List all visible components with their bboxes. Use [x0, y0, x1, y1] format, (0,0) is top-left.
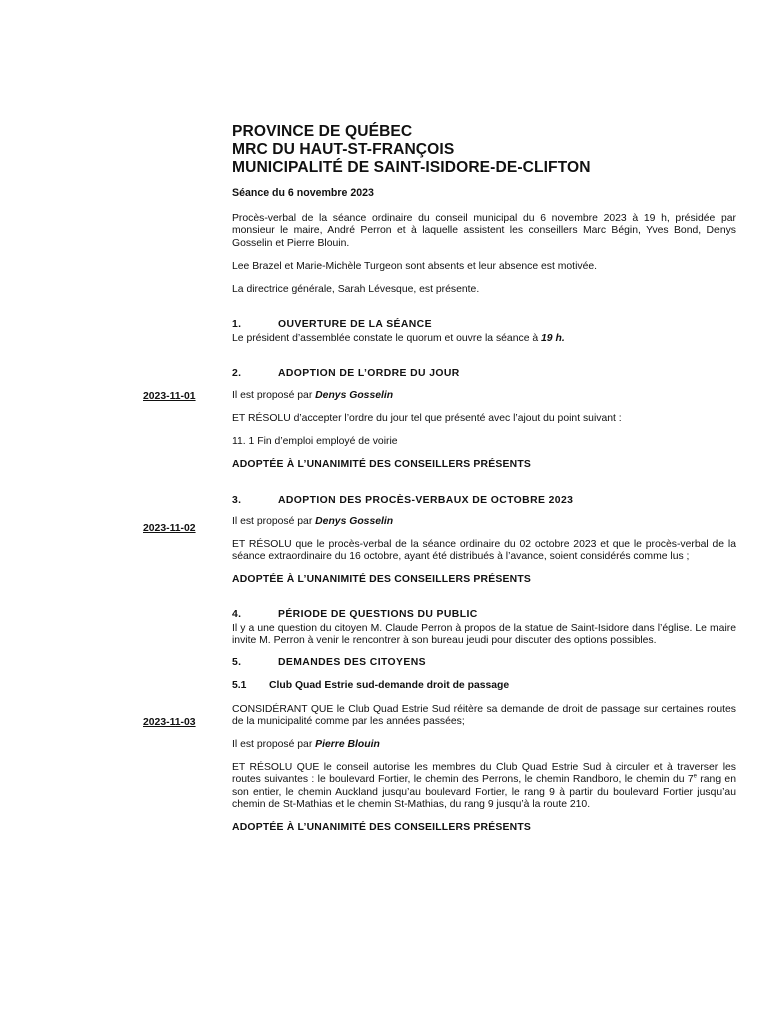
section-title: ADOPTION DE L’ORDRE DU JOUR — [278, 367, 460, 379]
resolution-number: 2023-11-03 — [143, 717, 196, 728]
proposer-label: Il est proposé par — [232, 389, 316, 401]
section-number: 4. — [232, 608, 242, 620]
seance-date: Séance du 6 novembre 2023 — [232, 187, 374, 199]
adoption-statement: ADOPTÉE À L’UNANIMITÉ DES CONSEILLERS PRÉSENTS — [232, 822, 532, 834]
considerant-text: CONSIDÉRANT QUE le Club Quad Estrie Sud réitère sa demande de droit de passage sur certaines routes de la municipalité comme par les années passées; — [232, 703, 736, 727]
resolution-number: 2023-11-01 — [143, 391, 196, 402]
proposer-line — [232, 739, 736, 751]
intro-paragraph: Procès-verbal de la séance ordinaire du conseil municipal du 6 novembre 2023 à 19 h, présidée par monsieur le maire, André Perron et à laquelle assistent les conseillers Marc Bégin, Yves Bond, Denys Gosselin et Pierre Blouin. — [232, 213, 736, 249]
section-number: 1. — [232, 319, 242, 331]
section-number: 2. — [232, 367, 242, 379]
section-heading — [232, 609, 736, 621]
section-title: PÉRIODE DE QUESTIONS DU PUBLIC — [278, 608, 478, 620]
section-text: Il y a une question du citoyen M. Claude Perron à propos de la statue de Saint-Isidore dans l’église. Le maire invite M. Perron à venir le rencontrer à son bureau jeudi pour discuter des options possibles. — [232, 622, 736, 647]
section-number: 5. — [232, 657, 242, 669]
header-mrc: MRC DU HAUT-ST-FRANÇOIS — [232, 141, 455, 158]
section-title: OUVERTURE DE LA SÉANCE — [278, 319, 432, 331]
section-title: ADOPTION DES PROCÈS-VERBAUX DE OCTOBRE 2023 — [278, 494, 574, 506]
proposer-name: Pierre Blouin — [315, 739, 380, 751]
adoption-statement: ADOPTÉE À L’UNANIMITÉ DES CONSEILLERS PRÉSENTS — [232, 574, 532, 586]
subsection-number: 5.1 — [232, 680, 247, 692]
subsection-heading — [232, 680, 736, 692]
header-province: PROVINCE DE QUÉBEC — [232, 123, 413, 140]
proposer-line — [232, 516, 736, 528]
proposer-name: Denys Gosselin — [315, 389, 394, 401]
section-heading — [232, 368, 736, 380]
section-heading — [232, 657, 736, 669]
director-paragraph: La directrice générale, Sarah Lévesque, est présente. — [232, 284, 480, 296]
quorum-text: Le président d’assemblée constate le quorum et ouvre la séance à — [232, 333, 542, 345]
opening-time: 19 h. — [541, 333, 565, 345]
resolution-text: ET RÉSOLU d’accepter l’ordre du jour tel que présenté avec l’ajout du point suivant : — [232, 413, 622, 425]
resolution-text-part2: rang en son entier, le chemin Auckland jusqu’au boulevard Fortier, le rang 9 à partir du boulevard Fortier jusqu’au chemin de St-Mathias et le chemin St-Mathias, du rang 9 jusqu’à la route 210. — [232, 774, 736, 810]
superscript-e: e — [693, 774, 697, 781]
absence-paragraph: Lee Brazel et Marie-Michèle Turgeon sont absents et leur absence est motivée. — [232, 260, 598, 272]
proposer-label: Il est proposé par — [232, 739, 316, 751]
resolution-number: 2023-11-02 — [143, 523, 196, 534]
resolution-text-part1: ET RÉSOLU QUE le conseil autorise les membres du Club Quad Estrie Sud à circuler et à traverser les routes suivantes : le boulevard Fortier, le chemin des Perrons, le chemin Randboro, le chemin du 7 — [232, 762, 736, 786]
section-text — [232, 333, 736, 345]
document-body — [232, 123, 736, 834]
section-number: 3. — [232, 494, 242, 506]
subsection-title: Club Quad Estrie sud-demande droit de passage — [269, 680, 510, 692]
adoption-statement: ADOPTÉE À L’UNANIMITÉ DES CONSEILLERS PRÉSENTS — [232, 459, 532, 471]
resolution-text — [232, 762, 736, 811]
header-municipality: MUNICIPALITÉ DE SAINT-ISIDORE-DE-CLIFTON — [232, 159, 591, 176]
section-heading — [232, 495, 736, 507]
proposer-label: Il est proposé par — [232, 515, 316, 527]
agenda-item: 11. 1 Fin d’emploi employé de voirie — [232, 436, 398, 448]
proposer-name: Denys Gosselin — [315, 515, 394, 527]
proposer-line — [232, 390, 736, 402]
section-title: DEMANDES DES CITOYENS — [278, 657, 426, 669]
resolution-text: ET RÉSOLU que le procès-verbal de la séance ordinaire du 02 octobre 2023 et que le procès-verbal de la séance extraordinaire du 16 octobre, ayant été distribués à l’avance, soient considérés comme lus ; — [232, 539, 736, 563]
section-heading — [232, 319, 736, 331]
